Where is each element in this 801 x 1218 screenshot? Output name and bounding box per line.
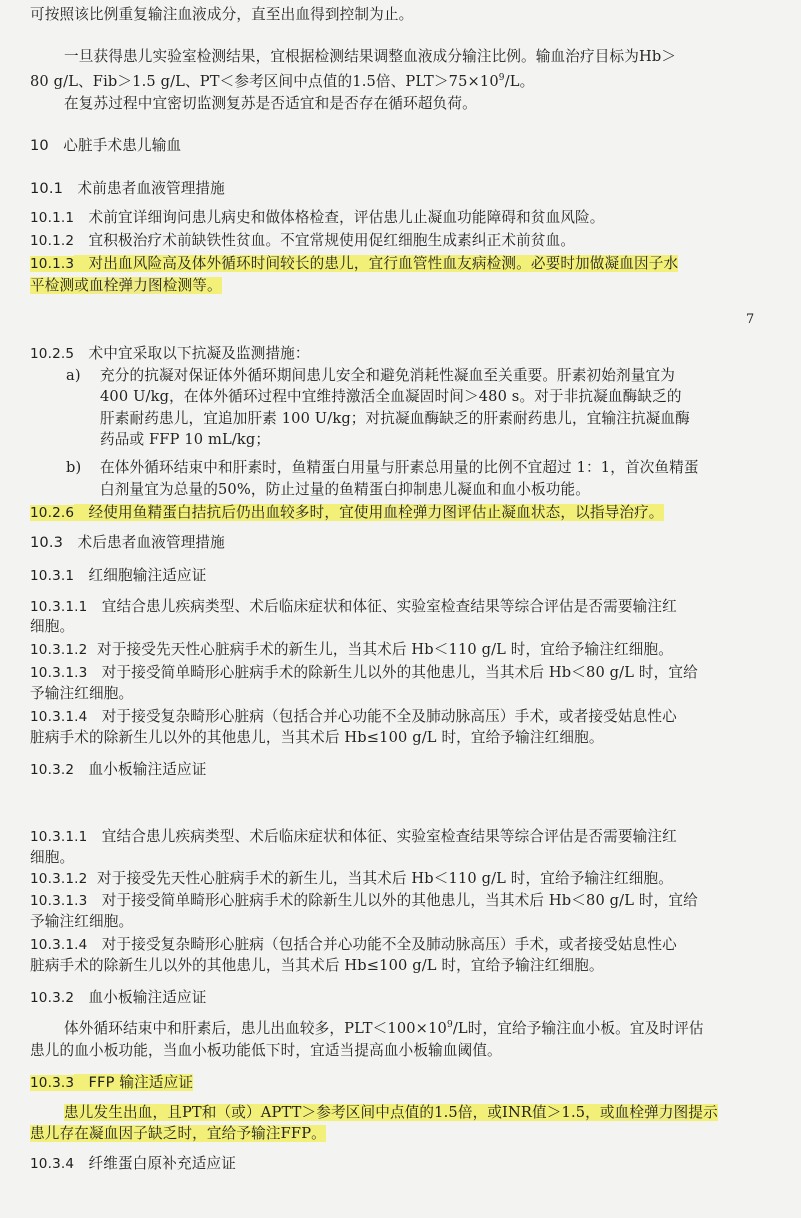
clause-text: 宜结合患儿疾病类型、术后临床症状和体征、实验室检查结果等综合评估是否需要输注红	[101, 828, 677, 845]
paragraph-line	[30, 73, 787, 91]
section-number: 10	[30, 137, 49, 154]
list-label: b)	[66, 459, 82, 476]
section-title: 术后患者血液管理措施	[77, 534, 225, 551]
paragraph-line	[64, 1104, 787, 1122]
list-item-line: 在体外循环结束中和肝素时，鱼精蛋白用量与肝素总用量的比例不宜超过 1：1，首次鱼精蛋	[100, 459, 699, 476]
clause-number: 10.3.1.2	[30, 871, 88, 887]
clause-text: 对出血风险高及体外循环时间较长的患儿，宜行血管性血友病检测。必要时加做凝血因子水	[88, 255, 679, 272]
clause-10-3-1-4	[30, 936, 787, 954]
section-heading	[30, 137, 787, 155]
text: 体外循环结束中和肝素后，患儿出血较多，PLT＜100×10	[64, 1020, 447, 1037]
clause-text: 宜结合患儿疾病类型、术后临床症状和体征、实验室检查结果等综合评估是否需要输注红	[101, 598, 677, 615]
list-item-line: 充分的抗凝对保证体外循环期间患儿安全和避免消耗性凝血至关重要。肝素初始剂量宜为	[100, 367, 676, 384]
text: 患儿发生出血，且PT和（或）APTT＞参考区间中点值的1.5倍，或INR值＞1.5，或	[64, 1104, 615, 1121]
section-title: 红细胞输注适应证	[88, 567, 207, 584]
section-number: 10.3	[30, 534, 64, 551]
clause-number: 10.3.1.2	[30, 642, 88, 658]
clause-number: 10.1.1	[30, 210, 75, 226]
list-item-line: 400 U/kg，在体外循环过程中宜维持激活全血凝固时间＞480 s。对于非抗凝血酶缺乏的	[100, 388, 682, 405]
section-title: 术前患者血液管理措施	[77, 180, 225, 197]
clause-10-3-1-3	[30, 664, 787, 682]
paragraph-line: 脏病手术的除新生儿以外的其他患儿，当其术后 Hb≤100 g/L 时，宜给予输注红细胞。	[30, 957, 604, 974]
highlighted-term: 血栓弹力图	[614, 1104, 689, 1121]
paragraph-line: 一旦获得患儿实验室检测结果，宜根据检测结果调整血液成分输注比例。输血治疗目标为Hb＞	[64, 48, 677, 65]
clause-text: 评估止凝血状态，以指导治疗。	[457, 504, 664, 521]
text: 提示	[688, 1104, 718, 1121]
superscript: 9	[446, 1020, 453, 1030]
section-title: 血小板输注适应证	[88, 761, 207, 778]
text: 患儿存在凝血因子缺乏时，宜给予输注FFP。	[30, 1125, 326, 1142]
highlighted-term: 血栓弹力图	[383, 504, 458, 521]
clause-number: 10.2.5	[30, 346, 75, 362]
section-heading	[30, 1155, 787, 1173]
paragraph-line: 予输注红细胞。	[30, 685, 134, 702]
section-heading	[30, 567, 787, 585]
page-number: 7	[746, 312, 755, 327]
paragraph-line: 予输注红细胞。	[30, 913, 134, 930]
clause-text: 术前宜详细询问患儿病史和做体格检查，评估患儿止凝血功能障碍和贫血风险。	[88, 209, 605, 226]
superscript: 9	[498, 73, 505, 83]
text: 平检测或	[30, 277, 89, 294]
section-heading	[30, 180, 787, 198]
paragraph-line: 细胞。	[30, 618, 75, 635]
clause-10-3-1-1	[30, 598, 787, 616]
section-number: 10.1	[30, 180, 64, 197]
clause-number: 10.3.1.4	[30, 937, 88, 953]
clause-10-3-1-1	[30, 828, 787, 846]
clause-10-1-1	[30, 209, 787, 227]
clause-10-1-2	[30, 232, 787, 250]
list-item-line: 白剂量宜为总量的50%，防止过量的鱼精蛋白抑制患儿凝血和血小板功能。	[100, 481, 590, 498]
clause-number: 10.1.2	[30, 233, 75, 249]
paragraph-line: 细胞。	[30, 849, 75, 866]
section-number: 10.3.2	[30, 990, 75, 1006]
clause-text: 对于接受复杂畸形心脏病（包括合并心功能不全及肺动脉高压）手术，或者接受姑息性心	[101, 936, 677, 953]
clause-text: 对于接受先天性心脏病手术的新生儿，当其术后 Hb＜110 g/L 时，宜给予输注红细胞。	[97, 870, 673, 887]
section-title: 血小板输注适应证	[88, 989, 207, 1006]
text: 检测等。	[162, 277, 222, 294]
clause-text: 经使用鱼精蛋白拮抗后仍出血较多时，宜使用	[88, 504, 384, 521]
clause-10-3-1-2	[30, 641, 787, 659]
section-heading	[30, 761, 787, 779]
section-number: 10.3.1	[30, 568, 75, 584]
section-number: 10.3.2	[30, 762, 75, 778]
paragraph-line: 可按照该比例重复输注血液成分，直至出血得到控制为止。	[30, 6, 414, 23]
list-item-line: 药品或 FFP 10 mL/kg；	[100, 431, 271, 448]
clause-number: 10.3.1.1	[30, 599, 88, 615]
clause-text: 对于接受复杂畸形心脏病（包括合并心功能不全及肺动脉高压）手术，或者接受姑息性心	[101, 708, 677, 725]
list-label: a)	[66, 367, 81, 384]
clause-text: 对于接受先天性心脏病手术的新生儿，当其术后 Hb＜110 g/L 时，宜给予输注红细胞。	[97, 641, 673, 658]
clause-number: 10.3.1.3	[30, 893, 88, 909]
clause-number: 10.1.3	[30, 256, 75, 272]
paragraph-line	[64, 1020, 787, 1038]
clause-number: 10.3.1.4	[30, 709, 88, 725]
clause-10-3-1-3	[30, 892, 787, 910]
clause-10-3-1-2	[30, 870, 787, 888]
clause-10-1-3	[30, 255, 787, 273]
section-title: 纤维蛋白原补充适应证	[88, 1155, 236, 1172]
clause-text: 术中宜采取以下抗凝及监测措施：	[88, 345, 310, 362]
section-number: 10.3.4	[30, 1156, 75, 1172]
list-item-line: 肝素耐药患儿，宜追加肝素 100 U/kg；对抗凝血酶缺乏的肝素耐药患儿，宜输注抗凝血酶	[100, 410, 690, 427]
clause-number: 10.3.1.3	[30, 665, 88, 681]
text: 80 g/L、Fib＞1.5 g/L、PT＜参考区间中点值的1.5倍、PLT＞75×10	[30, 73, 499, 90]
text: /L时，宜给予输注血小板。宜及时评估	[452, 1020, 704, 1037]
paragraph-line: 患儿的血小板功能，当血小板功能低下时，宜适当提高血小板输血阈值。	[30, 1042, 502, 1059]
clause-10-2-5	[30, 345, 787, 363]
section-title: FFP 输注适应证	[88, 1074, 194, 1091]
paragraph-line	[30, 1125, 787, 1143]
section-heading	[30, 534, 787, 552]
clause-text: 宜积极治疗术前缺铁性贫血。不宜常规使用促红细胞生成素纠正术前贫血。	[88, 232, 576, 249]
clause-10-3-1-4	[30, 708, 787, 726]
section-heading	[30, 989, 787, 1007]
section-number: 10.3.3	[30, 1075, 75, 1091]
paragraph-line: 脏病手术的除新生儿以外的其他患儿，当其术后 Hb≤100 g/L 时，宜给予输注红细胞。	[30, 729, 604, 746]
clause-number: 10.3.1.1	[30, 829, 88, 845]
section-title: 心脏手术患儿输血	[63, 137, 182, 154]
clause-text: 对于接受简单畸形心脏病手术的除新生儿以外的其他患儿，当其术后 Hb＜80 g/L 时，宜给	[101, 892, 698, 909]
clause-text: 对于接受简单畸形心脏病手术的除新生儿以外的其他患儿，当其术后 Hb＜80 g/L 时，宜给	[101, 664, 698, 681]
paragraph-line	[30, 277, 787, 295]
section-heading	[30, 1074, 787, 1092]
clause-10-2-6	[30, 504, 787, 522]
highlighted-term: 血栓弹力图	[88, 277, 163, 294]
text: /L。	[504, 73, 535, 90]
paragraph-line: 在复苏过程中宜密切监测复苏是否适宜和是否存在循环超负荷。	[64, 95, 477, 112]
clause-number: 10.2.6	[30, 505, 75, 521]
